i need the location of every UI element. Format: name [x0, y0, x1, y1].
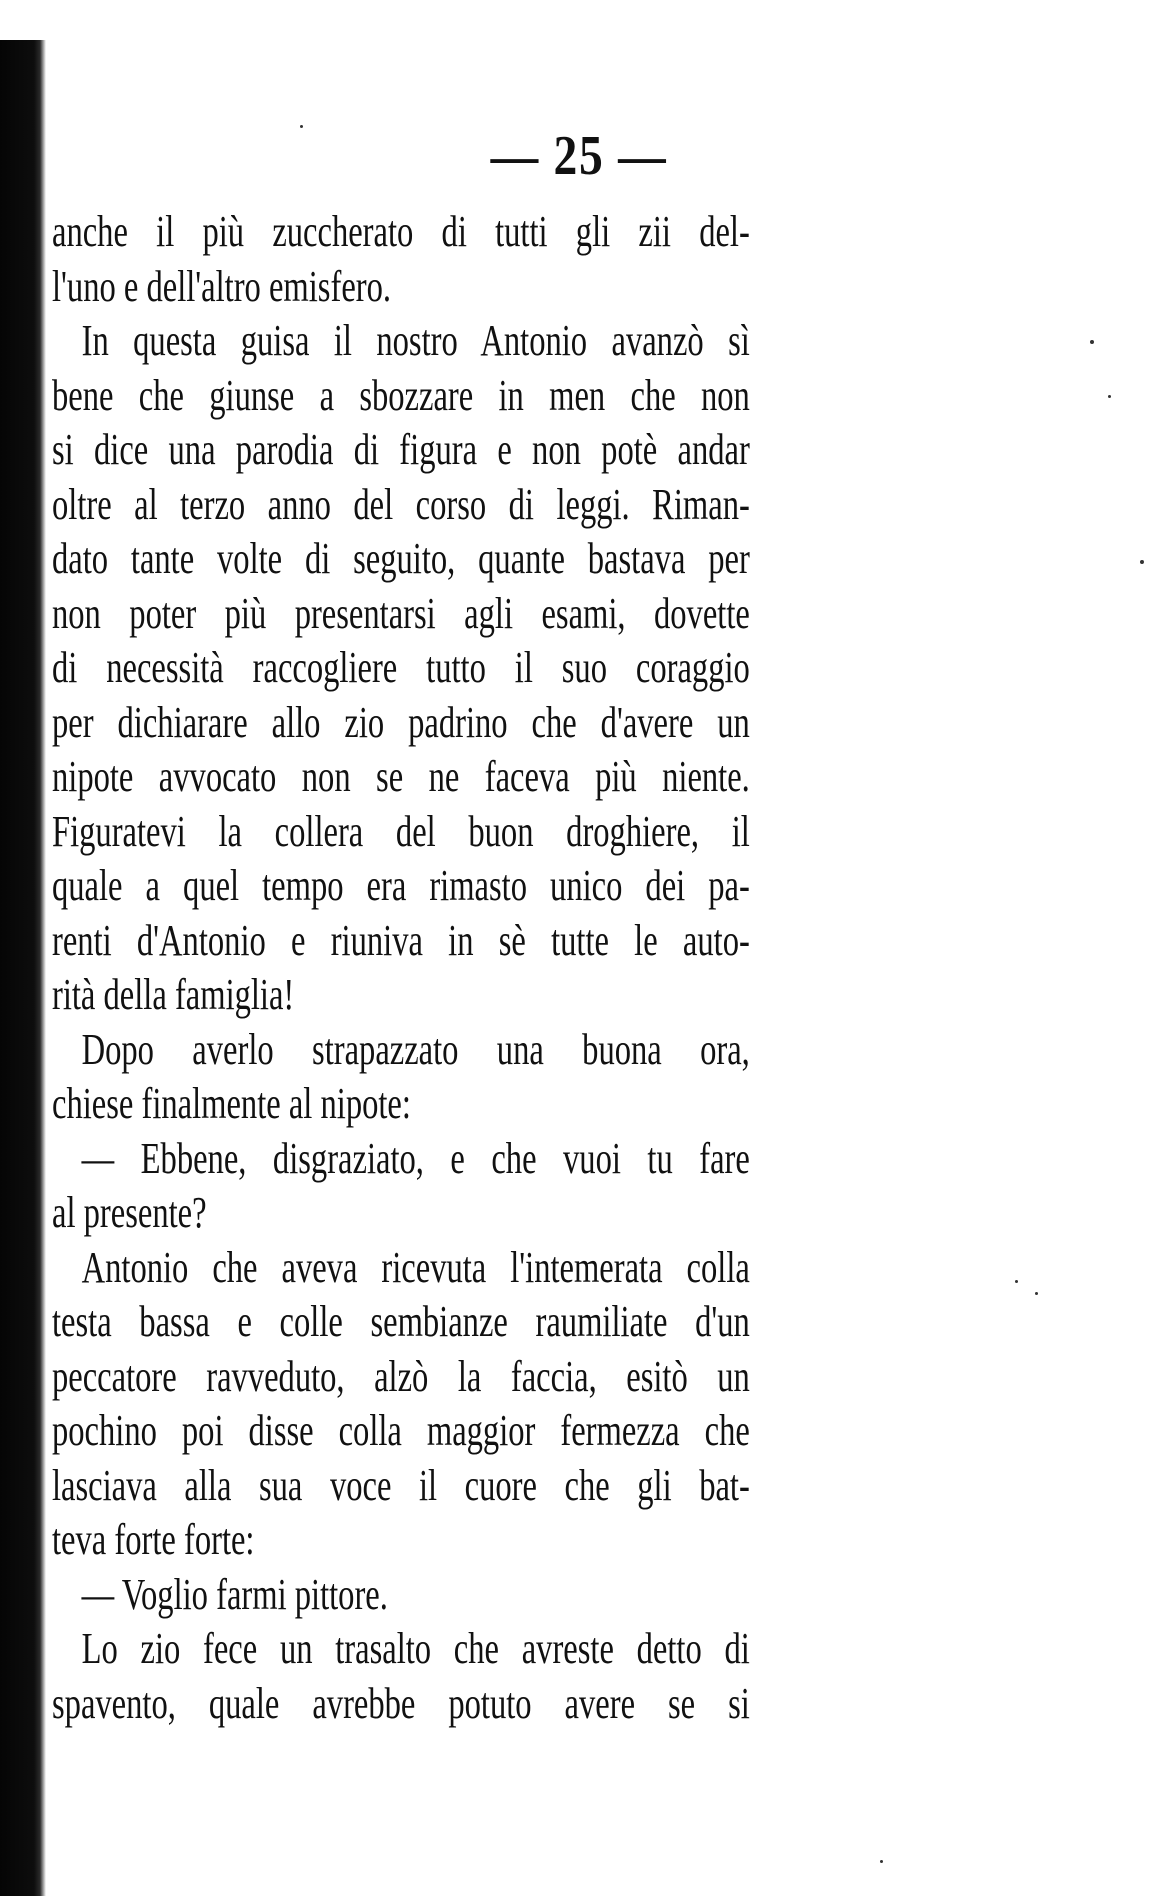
text-line: pochino poi disse colla maggior fermezza che	[52, 1406, 750, 1455]
text-line: teva forte forte:	[52, 1515, 255, 1564]
scan-speck	[300, 125, 303, 128]
text-line: di necessità raccogliere tutto il suo coraggio	[52, 643, 750, 692]
page-number: — 25 —	[490, 125, 668, 187]
text-line: chiese finalmente al nipote:	[52, 1079, 411, 1128]
scan-speck	[1015, 1280, 1018, 1283]
scan-speck	[880, 1860, 883, 1863]
text-line: peccatore ravveduto, alzò la faccia, esitò un	[52, 1351, 750, 1401]
text-line: bene che giunse a sbozzare in men che non	[52, 370, 750, 420]
scan-speck	[1090, 340, 1094, 344]
paragraph-first-line: In questa guisa il nostro Antonio avanzò sì	[81, 316, 750, 365]
text-line: testa bassa e colle sembianze raumiliate d'un	[52, 1297, 750, 1346]
text-line: lasciava alla sua voce il cuore che gli bat-	[52, 1460, 750, 1510]
text-line: nipote avvocato non se ne faceva più niente.	[52, 752, 750, 801]
paragraph-first-line: Lo zio fece un trasalto che avreste detto di	[81, 1624, 750, 1673]
text-line: dato tante volte di seguito, quante bastava per	[52, 534, 750, 583]
scan-speck	[1035, 1292, 1038, 1295]
text-line: si dice una parodia di figura e non potè andar	[52, 425, 750, 474]
text-line: al presente?	[52, 1188, 207, 1237]
book-binding-edge	[0, 0, 46, 1896]
text-line: l'uno e dell'altro emisfero.	[52, 261, 392, 311]
page-top-margin	[0, 0, 46, 40]
text-line: anche il più zuccherato di tutti gli zii del-	[52, 207, 750, 256]
text-line: quale a quel tempo era rimasto unico dei pa-	[52, 861, 750, 910]
text-line: Figuratevi la collera del buon droghiere, il	[52, 806, 750, 856]
paragraph-first-line: Dopo averlo strapazzato una buona ora,	[81, 1024, 750, 1074]
text-line: rità della famiglia!	[52, 970, 295, 1019]
dialogue-line: — Ebbene, disgraziato, e che vuoi tu fare	[81, 1133, 750, 1183]
text-line: non poter più presentarsi agli esami, dovette	[52, 588, 750, 638]
dialogue-line: — Voglio farmi pittore.	[81, 1569, 388, 1619]
text-line: renti d'Antonio e riuniva in sè tutte le auto-	[52, 915, 750, 965]
paragraph-first-line: Antonio che aveva ricevuta l'intemerata colla	[81, 1242, 750, 1292]
scan-speck	[1140, 560, 1144, 564]
text-line: per dichiarare allo zio padrino che d'avere un	[52, 697, 750, 747]
text-line: oltre al terzo anno del corso di leggi. Riman-	[52, 479, 750, 529]
scan-speck	[1108, 395, 1111, 398]
page-body-text	[52, 205, 912, 1731]
text-line: spavento, quale avrebbe potuto avere se si	[52, 1678, 750, 1728]
